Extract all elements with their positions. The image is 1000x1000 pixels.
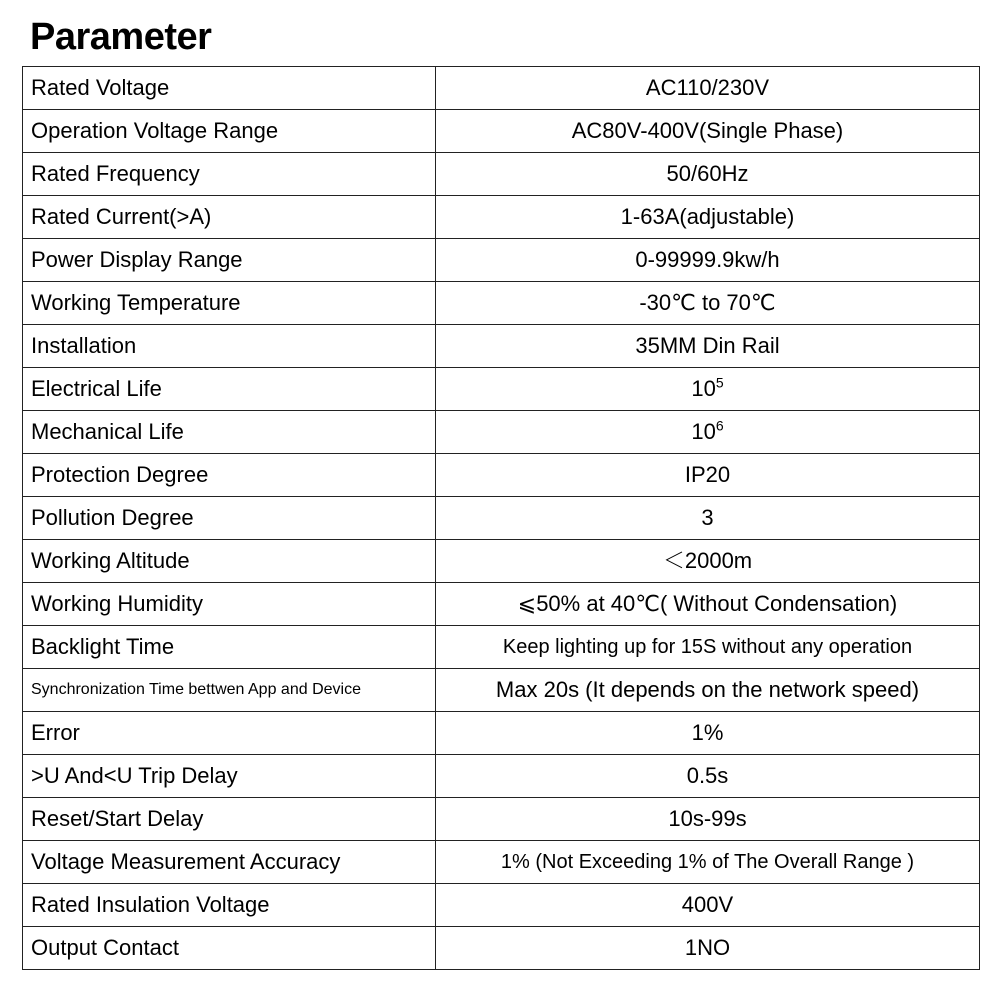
row-label: Output Contact [23,927,436,970]
row-value: 1% [436,712,980,755]
value-exponent: 5 [715,374,724,391]
row-label: Mechanical Life [23,411,436,454]
table-row [23,282,980,325]
row-value: 0-99999.9kw/h [436,239,980,282]
value-base: 10 [691,376,716,401]
table-row [23,153,980,196]
row-label: Working Altitude [23,540,436,583]
row-label: Reset/Start Delay [23,798,436,841]
row-label: Synchronization Time bettwen App and Device [23,669,436,712]
row-label: Rated Insulation Voltage [23,884,436,927]
parameter-table [22,66,980,970]
row-label: Rated Current(>A) [23,196,436,239]
row-label: Electrical Life [23,368,436,411]
row-value: 1-63A(adjustable) [436,196,980,239]
row-label: Protection Degree [23,454,436,497]
row-value: 10s-99s [436,798,980,841]
page-title: Parameter [30,16,212,58]
row-label: >U And<U Trip Delay [23,755,436,798]
row-label: Operation Voltage Range [23,110,436,153]
row-label: Pollution Degree [23,497,436,540]
row-value: 0.5s [436,755,980,798]
row-label: Rated Voltage [23,67,436,110]
table-row [23,497,980,540]
table-row [23,884,980,927]
table-row [23,67,980,110]
row-value: -30℃ to 70℃ [436,282,980,325]
table-row [23,325,980,368]
row-value: Max 20s (It depends on the network speed) [436,669,980,712]
table-row [23,755,980,798]
row-value: 1% (Not Exceeding 1% of The Overall Range ) [436,841,980,884]
table-row [23,712,980,755]
value-base: 10 [691,419,716,444]
row-label: Installation [23,325,436,368]
row-value: Keep lighting up for 15S without any operation [436,626,980,669]
row-label: Working Temperature [23,282,436,325]
table-row [23,927,980,970]
row-label: Working Humidity [23,583,436,626]
table-row [23,368,980,411]
row-label: Backlight Time [23,626,436,669]
table-row [23,411,980,454]
row-value: 3 [436,497,980,540]
row-value: ＜2000m [436,540,980,583]
row-label: Error [23,712,436,755]
row-value [436,411,980,454]
row-value: AC110/230V [436,67,980,110]
row-value: AC80V-400V(Single Phase) [436,110,980,153]
table-row [23,196,980,239]
table-row [23,583,980,626]
row-value: 400V [436,884,980,927]
table-row [23,669,980,712]
table-row [23,841,980,884]
row-value: ⩽50% at 40℃( Without Condensation) [436,583,980,626]
row-value: 1NO [436,927,980,970]
table-row [23,454,980,497]
row-value: 50/60Hz [436,153,980,196]
row-label: Power Display Range [23,239,436,282]
table-row [23,540,980,583]
table-row [23,798,980,841]
row-value: 35MM Din Rail [436,325,980,368]
table-row [23,626,980,669]
row-label: Rated Frequency [23,153,436,196]
table-row [23,239,980,282]
row-label: Voltage Measurement Accuracy [23,841,436,884]
row-value: IP20 [436,454,980,497]
table-row [23,110,980,153]
value-exponent: 6 [715,417,724,434]
row-value [436,368,980,411]
